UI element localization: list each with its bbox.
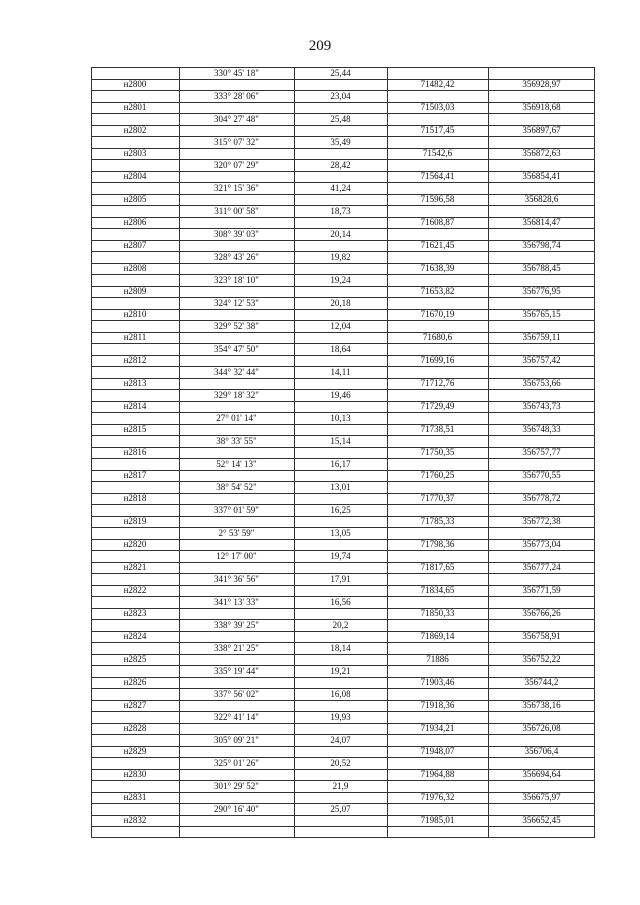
point-y: 356854,41 [522, 171, 561, 181]
point-y: 356788,45 [522, 263, 561, 273]
point-y: 356758,91 [522, 631, 561, 641]
segment-angle: 324° 12' 53" [214, 297, 259, 308]
point-x: 71918,36 [420, 700, 455, 710]
segment-distance: 20,2 [332, 619, 349, 630]
point-y: 356772,38 [522, 516, 561, 526]
segment-angle: 329° 18' 32" [214, 389, 259, 400]
segment-angle: 2° 53' 59" [218, 527, 255, 538]
segment-distance: 18,14 [330, 642, 351, 653]
segment-angle: 354° 47' 50" [214, 343, 259, 354]
point-y: 356770,55 [522, 470, 561, 480]
point-x: 71750,35 [420, 447, 455, 457]
point-name: н2830 [123, 769, 147, 779]
segment-distance: 35,49 [330, 136, 351, 147]
point-x: 71653,82 [420, 286, 455, 296]
point-x: 71738,51 [420, 424, 455, 434]
point-y: 356765,15 [522, 309, 561, 319]
point-y: 356766,26 [522, 608, 561, 618]
point-name: н2821 [123, 562, 147, 572]
segment-angle: 12° 17' 00" [216, 550, 257, 561]
point-x: 71886 [426, 654, 449, 664]
point-x: 71985,01 [420, 815, 455, 825]
segment-angle: 305° 09' 21" [214, 734, 259, 745]
segment-distance: 17,91 [330, 573, 351, 584]
point-y: 356726,08 [522, 723, 561, 733]
point-x: 71670,19 [420, 309, 455, 319]
segment-angle: 329° 52' 38" [214, 320, 259, 331]
segment-distance: 19,74 [330, 550, 351, 561]
point-name: н2802 [123, 125, 147, 135]
point-name: н2826 [123, 677, 147, 687]
segment-distance: 16,08 [330, 688, 351, 699]
segment-angle: 330° 45' 18" [214, 67, 259, 78]
point-x: 71948,07 [420, 746, 455, 756]
point-x: 71596,58 [420, 194, 455, 204]
segment-angle: 338° 39' 25" [214, 619, 259, 630]
segment-distance: 12,04 [330, 320, 351, 331]
point-y: 356798,74 [522, 240, 561, 250]
point-x: 71760,25 [420, 470, 455, 480]
point-y: 356773,04 [522, 539, 561, 549]
point-x: 71680,6 [422, 332, 453, 342]
point-y: 356814,47 [522, 217, 561, 227]
point-y: 356757,42 [522, 355, 561, 365]
segment-angle: 38° 54' 52" [216, 481, 257, 492]
segment-angle: 328° 43' 26" [214, 251, 259, 262]
point-x: 71934,21 [420, 723, 455, 733]
segment-distance: 18,64 [330, 343, 351, 354]
point-name: н2800 [123, 79, 147, 89]
point-name: н2808 [123, 263, 147, 273]
point-name: н2813 [123, 378, 147, 388]
point-x: 71638,39 [420, 263, 455, 273]
point-name: н2820 [123, 539, 147, 549]
point-name: н2831 [123, 792, 147, 802]
point-y: 356759,11 [522, 332, 561, 342]
segment-distance: 28,42 [330, 159, 351, 170]
page-number: 209 [308, 38, 332, 54]
segment-distance: 20,18 [330, 297, 351, 308]
segment-angle: 337° 01' 59" [214, 504, 259, 515]
coordinates-table [91, 67, 595, 838]
row-border [91, 837, 595, 838]
segment-angle: 38° 33' 55" [216, 435, 257, 446]
segment-angle: 321° 15' 36" [214, 182, 259, 193]
segment-angle: 325° 01' 26" [214, 757, 259, 768]
point-name: н2818 [123, 493, 147, 503]
segment-distance: 19,24 [330, 274, 351, 285]
segment-distance: 15,14 [330, 435, 351, 446]
point-name: н2824 [123, 631, 147, 641]
segment-distance: 41,24 [330, 182, 351, 193]
segment-angle: 341° 13' 33" [214, 596, 259, 607]
segment-distance: 13,05 [330, 527, 351, 538]
point-x: 71976,32 [420, 792, 455, 802]
point-y: 356918,68 [522, 102, 561, 112]
point-name: н2804 [123, 171, 147, 181]
segment-distance: 21,9 [332, 780, 349, 791]
point-name: н2809 [123, 286, 147, 296]
segment-angle: 27° 01' 14" [216, 412, 257, 423]
point-y: 356652,45 [522, 815, 561, 825]
segment-distance: 16,17 [330, 458, 351, 469]
point-x: 71503,03 [420, 102, 455, 112]
point-name: н2801 [123, 102, 147, 112]
point-name: н2806 [123, 217, 147, 227]
segment-distance: 16,56 [330, 596, 351, 607]
point-name: н2832 [123, 815, 147, 825]
point-y: 356771,59 [522, 585, 561, 595]
segment-distance: 24,07 [330, 734, 351, 745]
row-border [91, 826, 595, 827]
point-x: 71542,6 [422, 148, 453, 158]
segment-angle: 337° 56' 02" [214, 688, 259, 699]
point-y: 356738,16 [522, 700, 561, 710]
point-x: 71869,14 [420, 631, 455, 641]
segment-angle: 304° 27' 48" [214, 113, 259, 124]
point-y: 356778,72 [522, 493, 561, 503]
point-y: 356777,24 [522, 562, 561, 572]
point-name: н2812 [123, 355, 147, 365]
point-y: 356897,67 [522, 125, 561, 135]
segment-distance: 25,07 [330, 803, 351, 814]
point-y: 356748,33 [522, 424, 561, 434]
segment-angle: 344° 32' 44" [214, 366, 259, 377]
point-name: н2822 [123, 585, 147, 595]
point-x: 71482,42 [420, 79, 455, 89]
point-y: 356744,2 [524, 677, 559, 687]
point-name: н2817 [123, 470, 147, 480]
segment-distance: 19,46 [330, 389, 351, 400]
point-y: 356928,97 [522, 79, 561, 89]
segment-angle: 290° 16' 40" [214, 803, 259, 814]
point-name: н2827 [123, 700, 147, 710]
segment-distance: 14,11 [330, 366, 351, 377]
segment-angle: 320° 07' 29" [214, 159, 259, 170]
point-name: н2816 [123, 447, 147, 457]
point-x: 71770,37 [420, 493, 455, 503]
segment-distance: 19,82 [330, 251, 351, 262]
segment-angle: 52° 14' 13" [216, 458, 257, 469]
point-y: 356743,73 [522, 401, 561, 411]
segment-distance: 13,01 [330, 481, 351, 492]
segment-distance: 20,14 [330, 228, 351, 239]
segment-angle: 338° 21' 25" [214, 642, 259, 653]
point-name: н2823 [123, 608, 147, 618]
point-y: 356752,22 [522, 654, 561, 664]
segment-angle: 333° 28' 06" [214, 90, 259, 101]
segment-angle: 335° 19' 44" [214, 665, 259, 676]
point-x: 71850,33 [420, 608, 455, 618]
point-name: н2828 [123, 723, 147, 733]
point-y: 356872,63 [522, 148, 561, 158]
segment-angle: 301° 29' 52" [214, 780, 259, 791]
point-x: 71798,36 [420, 539, 455, 549]
point-y: 356776,95 [522, 286, 561, 296]
point-x: 71712,76 [420, 378, 455, 388]
segment-angle: 322° 41' 14" [214, 711, 259, 722]
point-name: н2815 [123, 424, 147, 434]
point-x: 71729,49 [420, 401, 455, 411]
point-x: 71699,16 [420, 355, 455, 365]
point-name: н2807 [123, 240, 147, 250]
segment-angle: 323° 18' 10" [214, 274, 259, 285]
point-x: 71517,45 [420, 125, 455, 135]
segment-distance: 20,52 [330, 757, 351, 768]
point-name: н2811 [123, 332, 147, 342]
point-x: 71608,87 [420, 217, 455, 227]
point-name: н2829 [123, 746, 147, 756]
point-x: 71785,33 [420, 516, 455, 526]
segment-distance: 25,48 [330, 113, 351, 124]
segment-distance: 23,04 [330, 90, 351, 101]
point-y: 356706,4 [524, 746, 559, 756]
point-x: 71834,65 [420, 585, 455, 595]
point-name: н2825 [123, 654, 147, 664]
point-x: 71903,46 [420, 677, 455, 687]
segment-distance: 10,13 [330, 412, 351, 423]
point-x: 71817,65 [420, 562, 455, 572]
point-name: н2810 [123, 309, 147, 319]
segment-angle: 308° 39' 03" [214, 228, 259, 239]
segment-angle: 341° 36' 56" [214, 573, 259, 584]
point-y: 356694,64 [522, 769, 561, 779]
point-y: 356675,97 [522, 792, 561, 802]
segment-angle: 315° 07' 32" [214, 136, 259, 147]
segment-distance: 25,44 [330, 67, 351, 78]
point-x: 71564,41 [420, 171, 455, 181]
segment-angle: 311° 00' 58" [214, 205, 259, 216]
point-x: 71964,88 [420, 769, 455, 779]
point-name: н2819 [123, 516, 147, 526]
segment-distance: 19,21 [330, 665, 351, 676]
point-name: н2803 [123, 148, 147, 158]
point-x: 71621,45 [420, 240, 455, 250]
segment-distance: 16,25 [330, 504, 351, 515]
point-name: н2805 [123, 194, 147, 204]
segment-distance: 19,93 [330, 711, 351, 722]
point-y: 356828,6 [524, 194, 559, 204]
point-name: н2814 [123, 401, 147, 411]
point-y: 356757,77 [522, 447, 561, 457]
point-y: 356753,66 [522, 378, 561, 388]
segment-distance: 18,73 [330, 205, 351, 216]
